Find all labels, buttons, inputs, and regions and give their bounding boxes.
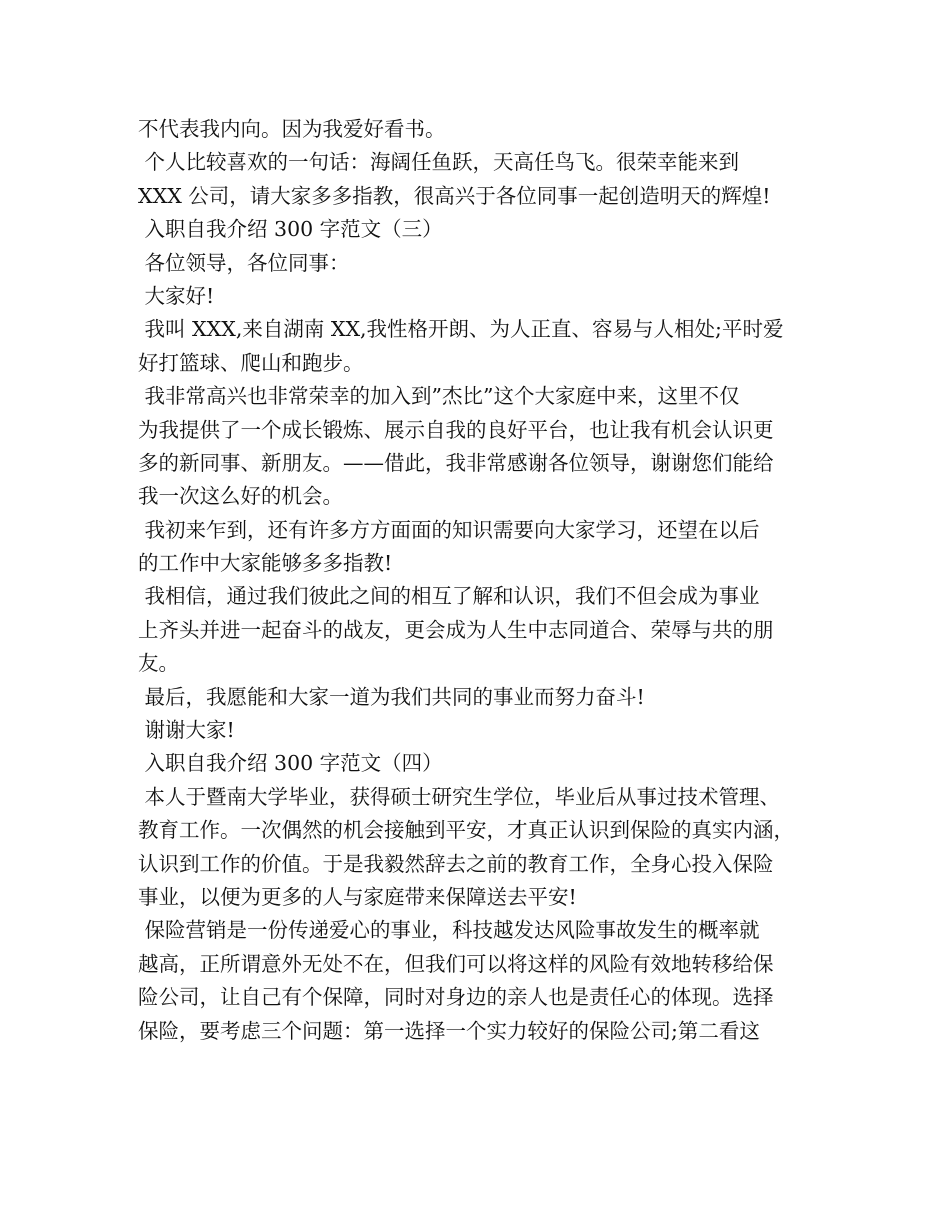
section-heading: 入职自我介绍 300 字范文（四） [138, 751, 443, 776]
text-line: 事业，以便为更多的人与家庭带来保障送去平安! [138, 884, 577, 909]
text-line: 保险营销是一份传递爱心的事业，科技越发达风险事故发生的概率就 [138, 918, 760, 943]
text-line: 多的新同事、新朋友。——借此，我非常感谢各位领导，谢谢您们能给 [138, 450, 774, 475]
text-line: 我一次这么好的机会。 [138, 484, 343, 509]
text-line: 各位领导，各位同事： [138, 250, 350, 275]
text-line: 友。 [138, 651, 179, 676]
text-line: 上齐头并进一起奋斗的战友，更会成为人生中志同道合、荣辱与共的朋 [138, 617, 774, 642]
text-line: 最后，我愿能和大家一道为我们共同的事业而努力奋斗! [138, 684, 645, 709]
section-heading: 入职自我介绍 300 字范文（三） [138, 217, 443, 242]
text-line: 大家好! [138, 283, 215, 308]
text-line: 险公司，让自己有个保障，同时对身边的亲人也是责任心的体现。选择 [138, 985, 774, 1010]
text-line: 我相信，通过我们彼此之间的相互了解和认识，我们不但会成为事业 [138, 584, 760, 609]
text-line: 越高，正所谓意外无处不在，但我们可以将这样的风险有效地转移给保 [138, 951, 774, 976]
text-line: 不代表我内向。因为我爱好看书。 [138, 117, 446, 141]
text-line: 好打篮球、爬山和跑步。 [138, 350, 364, 375]
text-line: 我初来乍到，还有许多方方面面的知识需要向大家学习，还望在以后 [138, 517, 760, 542]
text-line: 为我提供了一个成长锻炼、展示自我的良好平台，也让我有机会认识更 [138, 417, 774, 442]
text-line: 教育工作。一次偶然的机会接触到平安，才真正认识到保险的真实内涵， [138, 818, 794, 843]
document-body [138, 113, 818, 1048]
text-line: 个人比较喜欢的一句话：海阔任鱼跃，天高任鸟飞。很荣幸能来到 [138, 150, 740, 175]
text-line: XXX 公司，请大家多多指教，很高兴于各位同事一起创造明天的辉煌! [138, 183, 771, 208]
text-line: 我叫 XXX,来自湖南 XX,我性格开朗、为人正直、容易与人相处;平时爱 [138, 317, 784, 342]
text-line: 的工作中大家能够多多指教! [138, 551, 393, 576]
text-line: 认识到工作的价值。于是我毅然辞去之前的教育工作，全身心投入保险 [138, 851, 774, 876]
text-line: 谢谢大家! [138, 718, 235, 743]
text-line: 本人于暨南大学毕业，获得硕士研究生学位，毕业后从事过技术管理、 [138, 784, 781, 809]
text-line: 保险，要考虑三个问题：第一选择一个实力较好的保险公司;第二看这 [138, 1018, 760, 1043]
text-line: 我非常高兴也非常荣幸的加入到”杰比”这个大家庭中来，这里不仅 [138, 384, 740, 409]
